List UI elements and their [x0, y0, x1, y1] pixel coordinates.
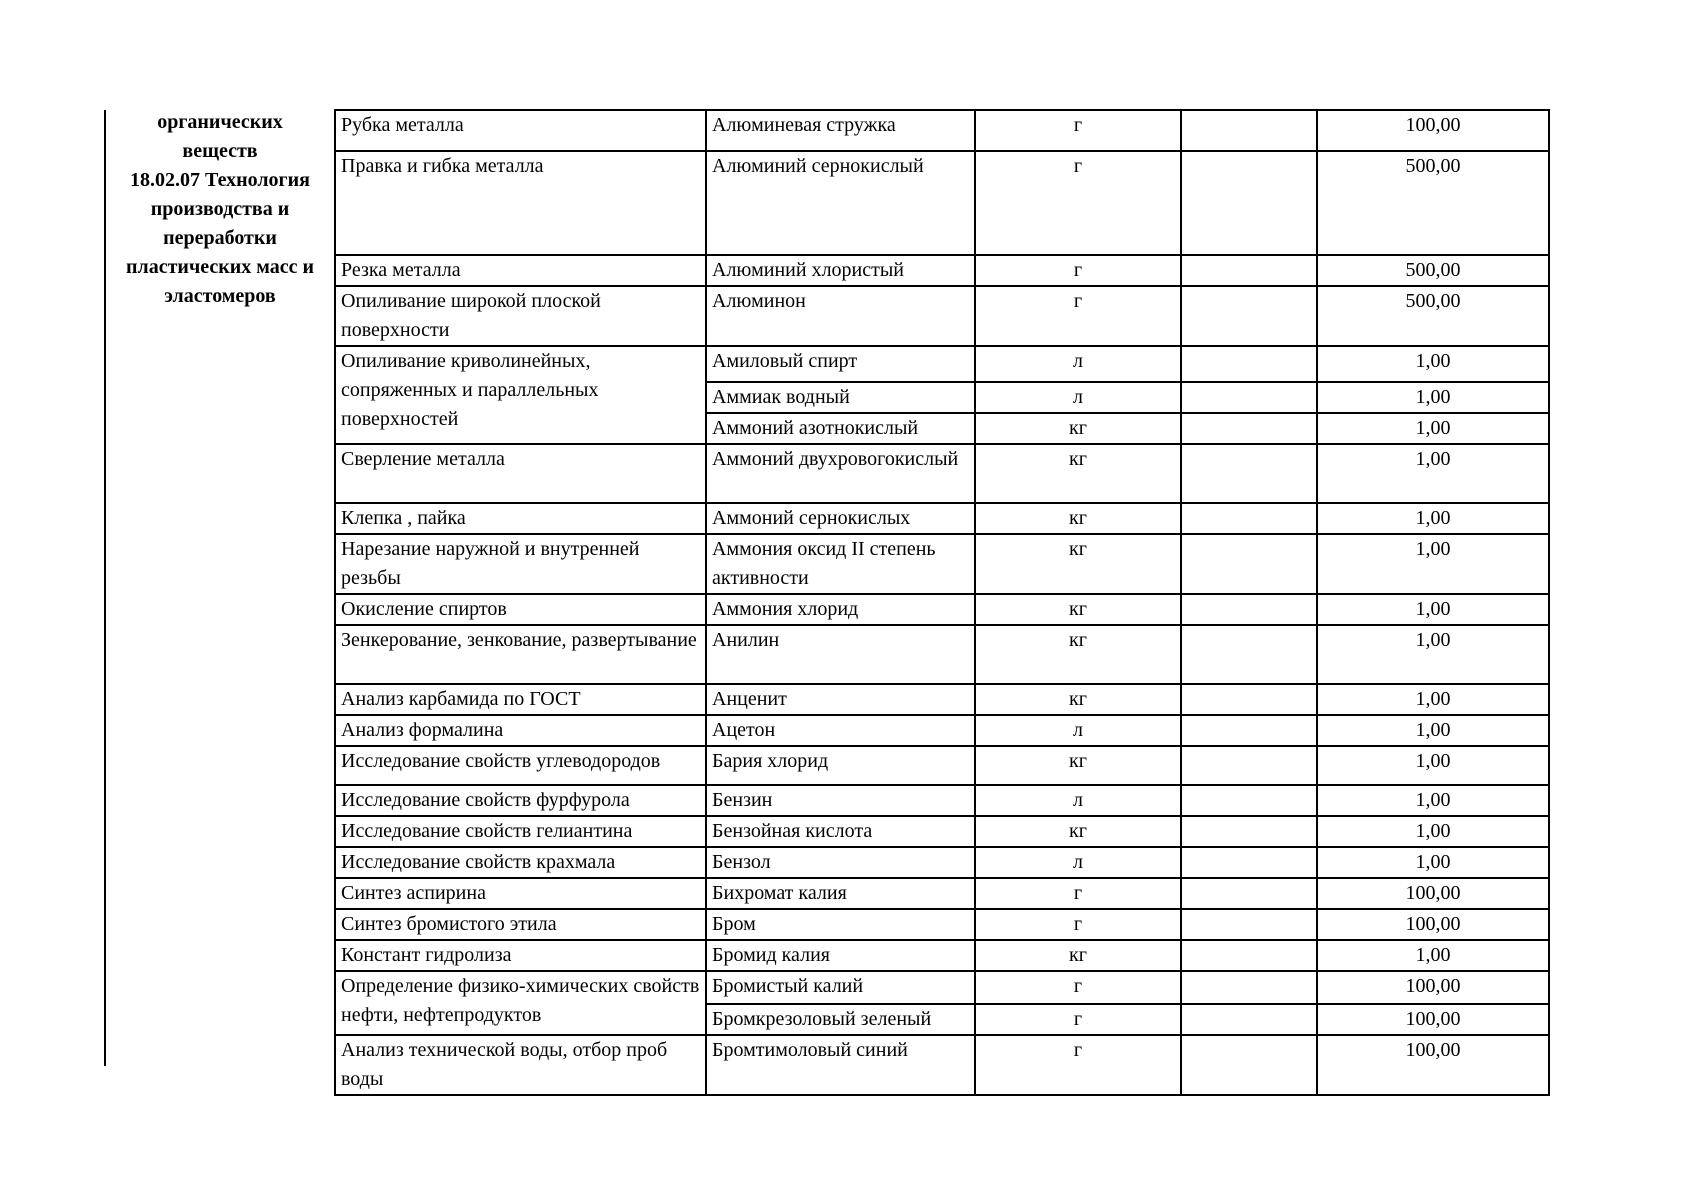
material-cell: Алюминий сернокислый: [706, 151, 975, 255]
material-cell: Бромистый калий: [706, 971, 975, 1004]
work-cell: Рубка металла: [335, 110, 706, 151]
empty-cell: [1181, 382, 1317, 413]
side-caption-line: веществ: [182, 140, 258, 162]
quantity-cell: 100,00: [1317, 110, 1549, 151]
empty-cell: [1181, 255, 1317, 286]
quantity-cell: 1,00: [1317, 785, 1549, 816]
empty-cell: [1181, 413, 1317, 444]
unit-cell: г: [975, 1004, 1181, 1035]
material-cell: Алюминий хлористый: [706, 255, 975, 286]
unit-cell: кг: [975, 534, 1181, 594]
work-cell: Синтез бромистого этила: [335, 909, 706, 940]
table-row: [335, 503, 1549, 534]
quantity-cell: 1,00: [1317, 847, 1549, 878]
unit-cell: г: [975, 1035, 1181, 1095]
work-cell: Окисление спиртов: [335, 594, 706, 625]
quantity-cell: 1,00: [1317, 746, 1549, 785]
empty-cell: [1181, 346, 1317, 382]
quantity-cell: 1,00: [1317, 534, 1549, 594]
material-cell: Аммоний сернокислых: [706, 503, 975, 534]
table-row: [335, 940, 1549, 971]
quantity-cell: 500,00: [1317, 151, 1549, 255]
material-cell: Бихромат калия: [706, 878, 975, 909]
material-cell: Аммония оксид II степень активности: [706, 534, 975, 594]
table-row: [335, 255, 1549, 286]
quantity-cell: 100,00: [1317, 909, 1549, 940]
unit-cell: кг: [975, 816, 1181, 847]
table-row: [335, 909, 1549, 940]
table-row: [335, 1035, 1549, 1095]
quantity-cell: 1,00: [1317, 503, 1549, 534]
left-border-line: [104, 110, 106, 1066]
table-row: [335, 878, 1549, 909]
unit-cell: л: [975, 715, 1181, 746]
empty-cell: [1181, 286, 1317, 346]
empty-cell: [1181, 746, 1317, 785]
unit-cell: кг: [975, 940, 1181, 971]
work-cell: Зенкерование, зенкование, развертывание: [335, 625, 706, 684]
unit-cell: г: [975, 110, 1181, 151]
work-cell: Анализ технической воды, отбор проб воды: [335, 1035, 706, 1095]
side-caption-line: переработки: [163, 227, 277, 249]
empty-cell: [1181, 684, 1317, 715]
quantity-cell: 1,00: [1317, 382, 1549, 413]
table-row: [335, 346, 1549, 382]
empty-cell: [1181, 878, 1317, 909]
quantity-cell: 1,00: [1317, 684, 1549, 715]
material-cell: Алюминон: [706, 286, 975, 346]
work-cell: Клепка , пайка: [335, 503, 706, 534]
unit-cell: кг: [975, 684, 1181, 715]
empty-cell: [1181, 971, 1317, 1004]
work-cell: Опиливание широкой плоской поверхности: [335, 286, 706, 346]
empty-cell: [1181, 503, 1317, 534]
unit-cell: л: [975, 346, 1181, 382]
unit-cell: л: [975, 785, 1181, 816]
material-cell: Аммиак водный: [706, 382, 975, 413]
unit-cell: кг: [975, 444, 1181, 503]
table-row: [335, 444, 1549, 503]
work-cell: Исследование свойств углеводородов: [335, 746, 706, 785]
empty-cell: [1181, 940, 1317, 971]
material-cell: Ацетон: [706, 715, 975, 746]
unit-cell: г: [975, 909, 1181, 940]
table-row: [335, 534, 1549, 594]
table-row: [335, 785, 1549, 816]
work-cell: Исследование свойств гелиантина: [335, 816, 706, 847]
work-cell: Синтез аспирина: [335, 878, 706, 909]
material-cell: Бром: [706, 909, 975, 940]
table-row: [335, 110, 1549, 151]
material-cell: Алюминевая стружка: [706, 110, 975, 151]
unit-cell: кг: [975, 413, 1181, 444]
quantity-cell: 1,00: [1317, 715, 1549, 746]
table-row: [335, 715, 1549, 746]
material-cell: Бромтимоловый синий: [706, 1035, 975, 1095]
empty-cell: [1181, 909, 1317, 940]
material-cell: Бензин: [706, 785, 975, 816]
empty-cell: [1181, 534, 1317, 594]
material-cell: Аммония хлорид: [706, 594, 975, 625]
unit-cell: г: [975, 286, 1181, 346]
table-row: [335, 746, 1549, 785]
work-cell: Опиливание криволинейных, сопряженных и параллельных поверхностей: [335, 346, 706, 444]
material-cell: Анилин: [706, 625, 975, 684]
material-cell: Бария хлорид: [706, 746, 975, 785]
empty-cell: [1181, 785, 1317, 816]
quantity-cell: 1,00: [1317, 413, 1549, 444]
empty-cell: [1181, 816, 1317, 847]
material-cell: Амиловый спирт: [706, 346, 975, 382]
unit-cell: л: [975, 847, 1181, 878]
empty-cell: [1181, 847, 1317, 878]
quantity-cell: 500,00: [1317, 255, 1549, 286]
work-cell: Нарезание наружной и внутренней резьбы: [335, 534, 706, 594]
side-caption: [108, 108, 332, 311]
side-caption-line: производства и: [150, 198, 290, 220]
unit-cell: кг: [975, 503, 1181, 534]
material-cell: Бензол: [706, 847, 975, 878]
table-row: [335, 151, 1549, 255]
empty-cell: [1181, 151, 1317, 255]
table-row: [335, 286, 1549, 346]
work-cell: Сверление металла: [335, 444, 706, 503]
quantity-cell: 1,00: [1317, 444, 1549, 503]
unit-cell: кг: [975, 594, 1181, 625]
work-cell: Анализ формалина: [335, 715, 706, 746]
side-caption-line: 18.02.07 Технология: [130, 169, 310, 191]
quantity-cell: 1,00: [1317, 594, 1549, 625]
quantity-cell: 100,00: [1317, 971, 1549, 1004]
table-row: [335, 684, 1549, 715]
empty-cell: [1181, 1004, 1317, 1035]
unit-cell: л: [975, 382, 1181, 413]
empty-cell: [1181, 715, 1317, 746]
unit-cell: кг: [975, 625, 1181, 684]
side-caption-line: органических: [157, 111, 283, 133]
unit-cell: г: [975, 878, 1181, 909]
quantity-cell: 1,00: [1317, 940, 1549, 971]
work-cell: Констант гидролиза: [335, 940, 706, 971]
work-cell: Исследование свойств крахмала: [335, 847, 706, 878]
empty-cell: [1181, 1035, 1317, 1095]
table-row: [335, 594, 1549, 625]
empty-cell: [1181, 625, 1317, 684]
work-cell: Правка и гибка металла: [335, 151, 706, 255]
table-row: [335, 816, 1549, 847]
quantity-cell: 100,00: [1317, 878, 1549, 909]
material-cell: Бромид калия: [706, 940, 975, 971]
quantity-cell: 500,00: [1317, 286, 1549, 346]
empty-cell: [1181, 444, 1317, 503]
materials-table: [334, 109, 1550, 1096]
unit-cell: г: [975, 255, 1181, 286]
empty-cell: [1181, 594, 1317, 625]
table-row: [335, 625, 1549, 684]
unit-cell: г: [975, 151, 1181, 255]
quantity-cell: 1,00: [1317, 625, 1549, 684]
quantity-cell: 100,00: [1317, 1004, 1549, 1035]
table-row: [335, 847, 1549, 878]
empty-cell: [1181, 110, 1317, 151]
table-row: [335, 971, 1549, 1004]
quantity-cell: 100,00: [1317, 1035, 1549, 1095]
material-cell: Аммоний двухровогокислый: [706, 444, 975, 503]
unit-cell: г: [975, 971, 1181, 1004]
work-cell: Исследование свойств фурфурола: [335, 785, 706, 816]
material-cell: Анценит: [706, 684, 975, 715]
quantity-cell: 1,00: [1317, 816, 1549, 847]
work-cell: Резка металла: [335, 255, 706, 286]
material-cell: Бромкрезоловый зеленый: [706, 1004, 975, 1035]
work-cell: Анализ карбамида по ГОСТ: [335, 684, 706, 715]
side-caption-line: эластомеров: [164, 285, 276, 307]
quantity-cell: 1,00: [1317, 346, 1549, 382]
material-cell: Аммоний азотнокислый: [706, 413, 975, 444]
side-caption-line: пластических масс и: [125, 256, 315, 278]
work-cell: Определение физико-химических свойств нефти, нефтепродуктов: [335, 971, 706, 1035]
unit-cell: кг: [975, 746, 1181, 785]
material-cell: Бензойная кислота: [706, 816, 975, 847]
